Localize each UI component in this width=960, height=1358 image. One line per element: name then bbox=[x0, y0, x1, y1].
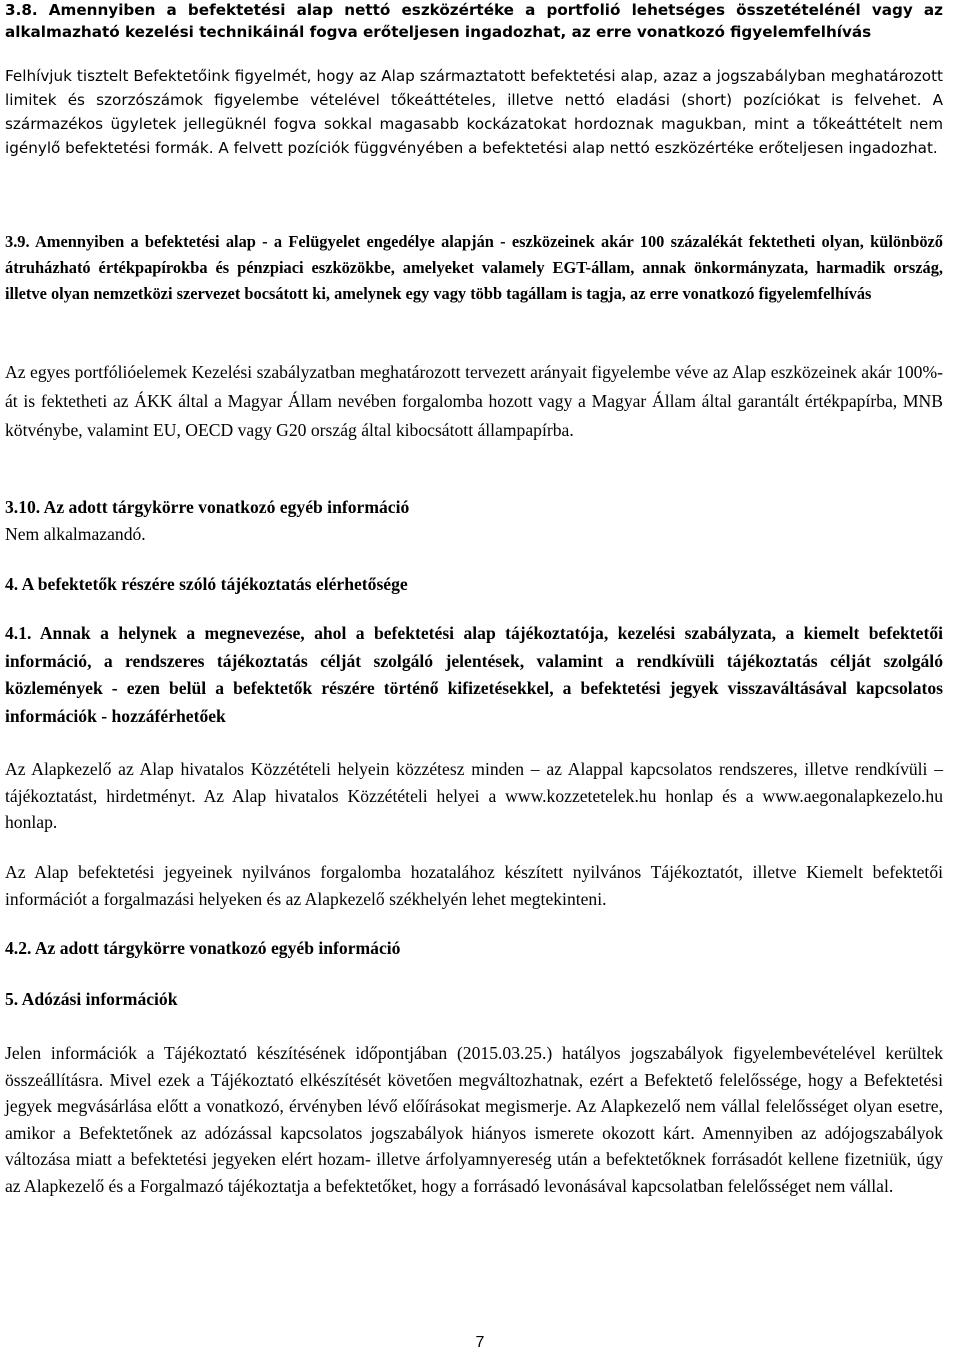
section-4-2-heading: 4.2. Az adott tárgykörre vonatkozó egyéb információ bbox=[5, 938, 401, 958]
section-3-9-heading: 3.9. Amennyiben a befektetési alap - a Felügyelet engedélye alapján - eszközeinek akár 100 százalékát fektetheti olyan, különböző átruházható értékpapírokba és pénzpiaci eszközökbe, amelyeket valamely EGT-állam, annak önkormányzata, harmadik ország, illetve olyan nemzetközi szervezet bocsátott ki, amelynek egy vagy több tagállam is tagja, az erre vonatkozó figyelemfelhívás bbox=[5, 232, 943, 303]
section-5-body: Jelen információk a Tájékoztató készítésének időpontjában (2015.03.25.) hatályos jogszabályok figyelembevételével kerültek összeállításra. Mivel ezek a Tájékoztató elkészítését követően megváltozhatnak, ezért a Befektető felelőssége, hogy a Befektetési jegyek megvásárlása előtt a vonatkozó, érvényben lévő előírásokat megismerje. Az Alapkezelő nem vállal felelősséget olyan esetre, amikor a Befektetőnek az adózással kapcsolatos jogszabályok hiányos ismerete okozott kárt. Amennyiben az adójogszabályok változása miatt a befektetési jegyeken elért hozam- illetve árfolyamnyereség után a befektetőknek forrásadót kellene fizetniük, úgy az Alapkezelő és a Forgalmazó tájékoztatja a befektetőket, hogy a forrásadó levonásával kapcsolatban felelősséget nem vállal. bbox=[5, 1043, 943, 1196]
section-5-heading: 5. Adózási információk bbox=[5, 989, 178, 1009]
section-4-1-body-1: Az Alapkezelő az Alap hivatalos Közzétételi helyein közzétesz minden – az Alappal kapcsolatos rendszeres, illetve rendkívüli – tájékoztatást, hirdetményt. Az Alap hivatalos Közzétételi helyei a www.kozzetetelek.hu honlap és a www.aegonalapkezelo.hu honlap. bbox=[5, 759, 943, 832]
section-4-1-heading: 4.1. Annak a helynek a megnevezése, ahol a befektetési alap tájékoztatója, kezelési szabályzata, a kiemelt befektetői információ, a rendszeres tájékoztatás célját szolgáló jelentések, valamint a rendkívüli tájékoztatás célját szolgáló közlemények - ezen belül a befektetők részére történő kifizetésekkel, a befektetési jegyek visszaváltásával kapcsolatos információk - hozzáférhetőek bbox=[5, 623, 943, 726]
section-4-heading: 4. A befektetők részére szóló tájékoztatás elérhetősége bbox=[5, 574, 408, 594]
section-4-1-body-2: Az Alap befektetési jegyeinek nyilvános forgalomba hozatalához készített nyilvános Tájékoztatót, illetve Kiemelt befektetői információt a forgalmazási helyeken és az Alapkezelő székhelyén lehet megtekinteni. bbox=[5, 862, 943, 909]
section-3-8-body: Felhívjuk tisztelt Befektetőink figyelmét, hogy az Alap származtatott befektetési alap, azaz a jogszabályban meghatározott limitek és szorzószámok figyelembe vételével tőkeáttételes, illetve nettó eladási (short) pozíciókat is felvehet. A származékos ügyletek jellegüknél fogva sokkal magasabb kockázatokat hordoznak magukban, mint a tőkeáttételt nem igénylő befektetési formák. A felvett pozíciók függvényében a befektetési alap nettó eszközértéke erőteljesen ingadozhat. bbox=[5, 67, 943, 157]
page-number: 7 bbox=[475, 1334, 485, 1351]
section-3-8-heading: 3.8. Amennyiben a befektetési alap nettó eszközértéke a portfolió lehetséges összetételénél vagy az alkalmazható kezelési technikáinál fogva erőteljesen ingadozhat, az erre vonatkozó figyelemfelhívás bbox=[5, 1, 943, 41]
section-3-9-body: Az egyes portfólióelemek Kezelési szabályzatban meghatározott tervezett arányait figyelembe véve az Alap eszközeinek akár 100%-át is fektetheti az ÁKK által a Magyar Állam nevében forgalomba hozott vagy a Magyar Állam által garantált értékpapírba, MNB kötvénybe, valamint EU, OECD vagy G20 ország által kibocsátott állampapírba. bbox=[5, 362, 943, 440]
section-3-10-heading: 3.10. Az adott tárgykörre vonatkozó egyéb információ bbox=[5, 497, 410, 517]
section-3-10-body: Nem alkalmazandó. bbox=[5, 524, 146, 544]
